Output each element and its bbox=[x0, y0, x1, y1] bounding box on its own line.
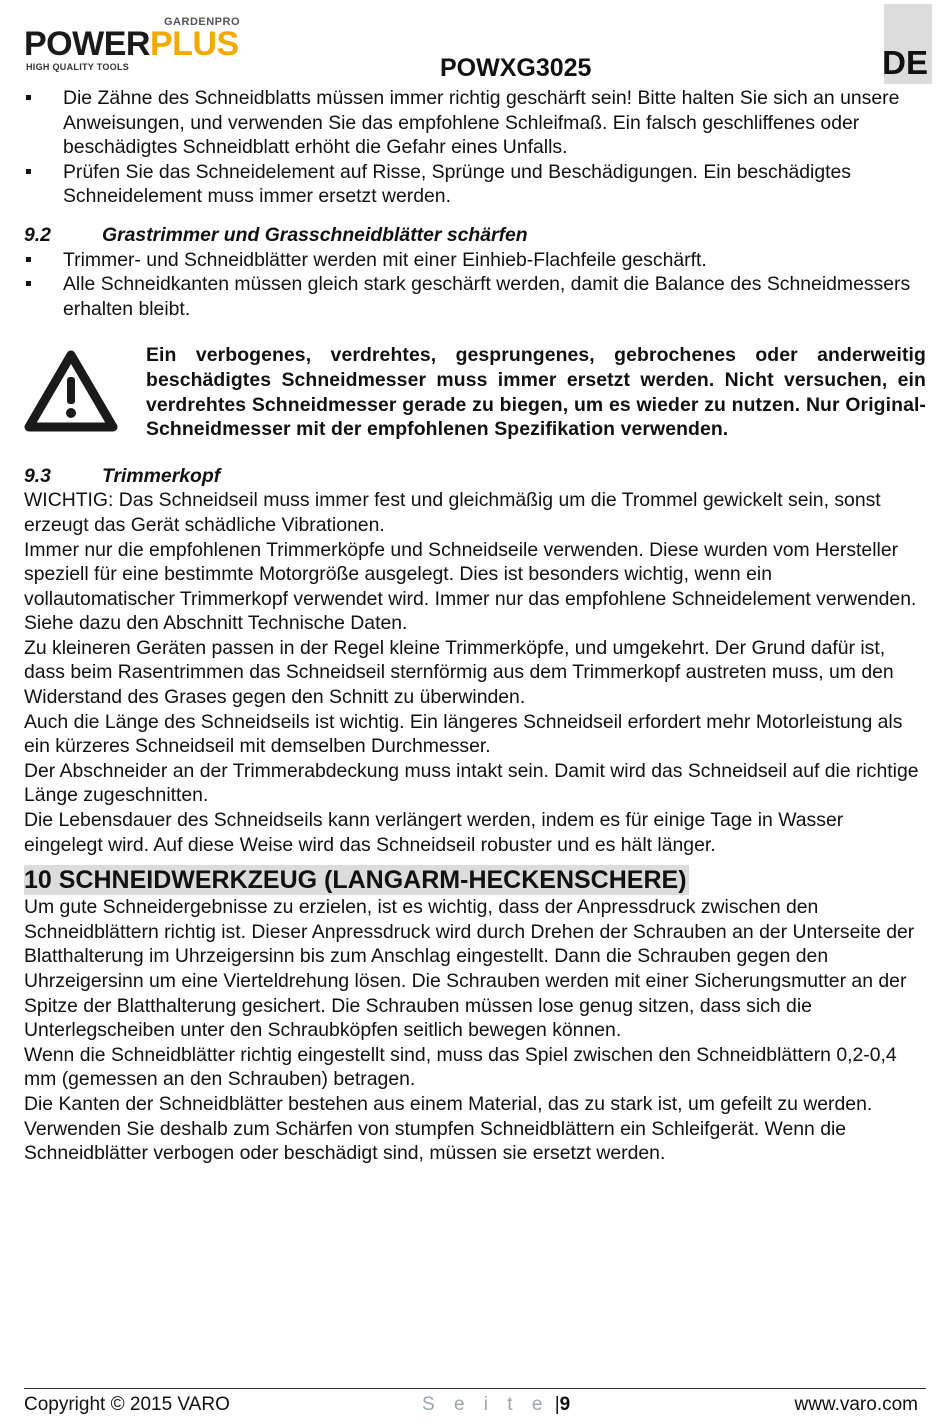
section-title: Trimmerkopf bbox=[102, 464, 221, 487]
paragraph: Immer nur die empfohlenen Trimmerköpfe und Schneidseile verwenden. Diese wurden vom Hersteller speziell für eine bestimmte Motorgröße ausgelegt. Dies ist besonders wichtig, wenn ein vollautomatischer Trimmerkopf verwendet wird. Immer nur das empfohlene Schneidelement verwenden. Siehe dazu den Abschnitt Technische Daten. bbox=[24, 538, 917, 635]
warning-text: Ein verbogenes, verdrehtes, gesprungenes, gebrochenes oder anderweitig beschädigtes Schneidmesser muss immer ersetzt werden. Nicht versuchen, ein verdrehtes Schneidmesser gerade zu biegen, um es wieder zu nutzen. Nur Original-Schneidmesser mit der empfohlenen Spezifikation verwenden. bbox=[146, 344, 926, 441]
sharpen-bullet-list bbox=[24, 248, 926, 322]
section-number: 9.3 bbox=[24, 464, 51, 487]
paragraph: Um gute Schneidergebnisse zu erzielen, ist es wichtig, dass der Anpressdruck zwischen den Schneidblättern richtig ist. Dieser Anpressdruck wird durch Drehen der Schrauben an der Unterseite der Blatthalterung im Uhrzeigersinn bis zum Anschlag eingestellt. Dann die Schrauben gegen den Uhrzeigersinn um eine Vierteldrehung lösen. Die Schrauben werden mit einer Sicherungsmutter an der Spitze der Blatthalterung gesichert. Die Schrauben müssen lose genug sitzen, dass sich die Unterlegscheiben unter den Schraubköpfen seitlich bewegen können. bbox=[24, 896, 915, 1042]
section-heading-9-3 bbox=[24, 464, 926, 489]
paragraph: Zu kleineren Geräten passen in der Regel kleine Trimmerköpfe, und umgekehrt. Der Grund dafür ist, dass beim Rasentrimmen das Schneidseil sternförmig aus dem Trimmerkopf austreten muss, um den Widerstand des Grases gegen den Schnitt zu überwinden. bbox=[24, 636, 894, 709]
language-badge bbox=[884, 4, 932, 84]
language-code: DE bbox=[882, 44, 928, 81]
paragraph: Wenn die Schneidblätter richtig eingestellt sind, muss das Spiel zwischen den Schneidblättern 0,2-0,4 mm (gemessen an den Schrauben) betragen. bbox=[24, 1043, 897, 1091]
section-number: 9.2 bbox=[24, 223, 51, 246]
footer-separator: | bbox=[554, 1394, 560, 1415]
warning-block bbox=[24, 343, 926, 441]
section-heading-10: 10 SCHNEIDWERKZEUG (LANGARM-HECKENSCHERE) bbox=[24, 866, 687, 895]
paragraph: Der Abschneider an der Trimmerabdeckung muss intakt sein. Damit wird das Schneidseil auf die richtige Länge zugeschnitten. bbox=[24, 759, 919, 807]
section-title: Grastrimmer und Grasschneidblätter schärfen bbox=[102, 223, 528, 246]
footer-divider bbox=[24, 1388, 926, 1389]
page-content bbox=[24, 86, 926, 1166]
paragraph: Auch die Länge des Schneidseils ist wichtig. Ein längeres Schneidseil erfordert mehr Motorleistung als ein kürzeres Schneidseil mit demselben Durchmesser. bbox=[24, 710, 903, 758]
footer-copyright: Copyright © 2015 VARO bbox=[24, 1394, 230, 1415]
footer-url: www.varo.com bbox=[794, 1394, 918, 1415]
list-item: Prüfen Sie das Schneidelement auf Risse, Sprünge und Beschädigungen. Ein beschädigtes Schneidelement muss immer ersetzt werden. bbox=[24, 160, 926, 209]
section-heading-9-2 bbox=[24, 223, 926, 248]
footer-page-number bbox=[422, 1394, 570, 1416]
paragraph: WICHTIG: Das Schneidseil muss immer fest und gleichmäßig um die Trommel gewickelt sein, sonst erzeugt das Gerät schädliche Vibrationen. bbox=[24, 489, 881, 536]
top-bullet-list bbox=[24, 86, 926, 209]
warning-triangle-icon bbox=[24, 343, 146, 441]
model-number: POWXG3025 bbox=[440, 54, 592, 82]
footer-page: 9 bbox=[559, 1394, 571, 1415]
logo-plus: PLUS bbox=[149, 25, 239, 63]
logo-gardenpro: GARDENPRO bbox=[164, 16, 241, 28]
list-item: Die Zähne des Schneidblatts müssen immer richtig geschärft sein! Bitte halten Sie sich an unsere Anweisungen, und verwenden Sie das empfohlene Schleifmaß. Ein falsch geschliffenes oder beschädigtes Schneidblatt erhöht die Gefahr eines Unfalls. bbox=[24, 86, 926, 160]
list-item: Alle Schneidkanten müssen gleich stark geschärft werden, damit die Balance des Schneidmessers erhalten bleibt. bbox=[24, 272, 926, 321]
paragraph: Die Lebensdauer des Schneidseils kann verlängert werden, indem es für einige Tage in Wasser eingelegt wird. Auf diese Weise wird das Schneidseil robuster und es hält länger. bbox=[24, 809, 844, 856]
paragraph: Die Kanten der Schneidblätter bestehen aus einem Material, das zu stark ist, um gefeilt zu werden. Verwenden Sie deshalb zum Schärfen von stumpfen Schneidblättern ein Schleifgerät. Wenn die Schneidblätter verbogen oder beschädigt sind, müssen sie ersetzt werden. bbox=[24, 1092, 873, 1165]
logo-power: POWER bbox=[24, 25, 150, 63]
logo-wordmark bbox=[24, 26, 239, 62]
logo-tagline: HIGH QUALITY TOOLS bbox=[26, 62, 130, 72]
footer-seite-label: S e i t e bbox=[422, 1394, 550, 1415]
powerplus-logo bbox=[24, 16, 264, 72]
list-item: Trimmer- und Schneidblätter werden mit einer Einhieb-Flachfeile geschärft. bbox=[24, 248, 926, 273]
